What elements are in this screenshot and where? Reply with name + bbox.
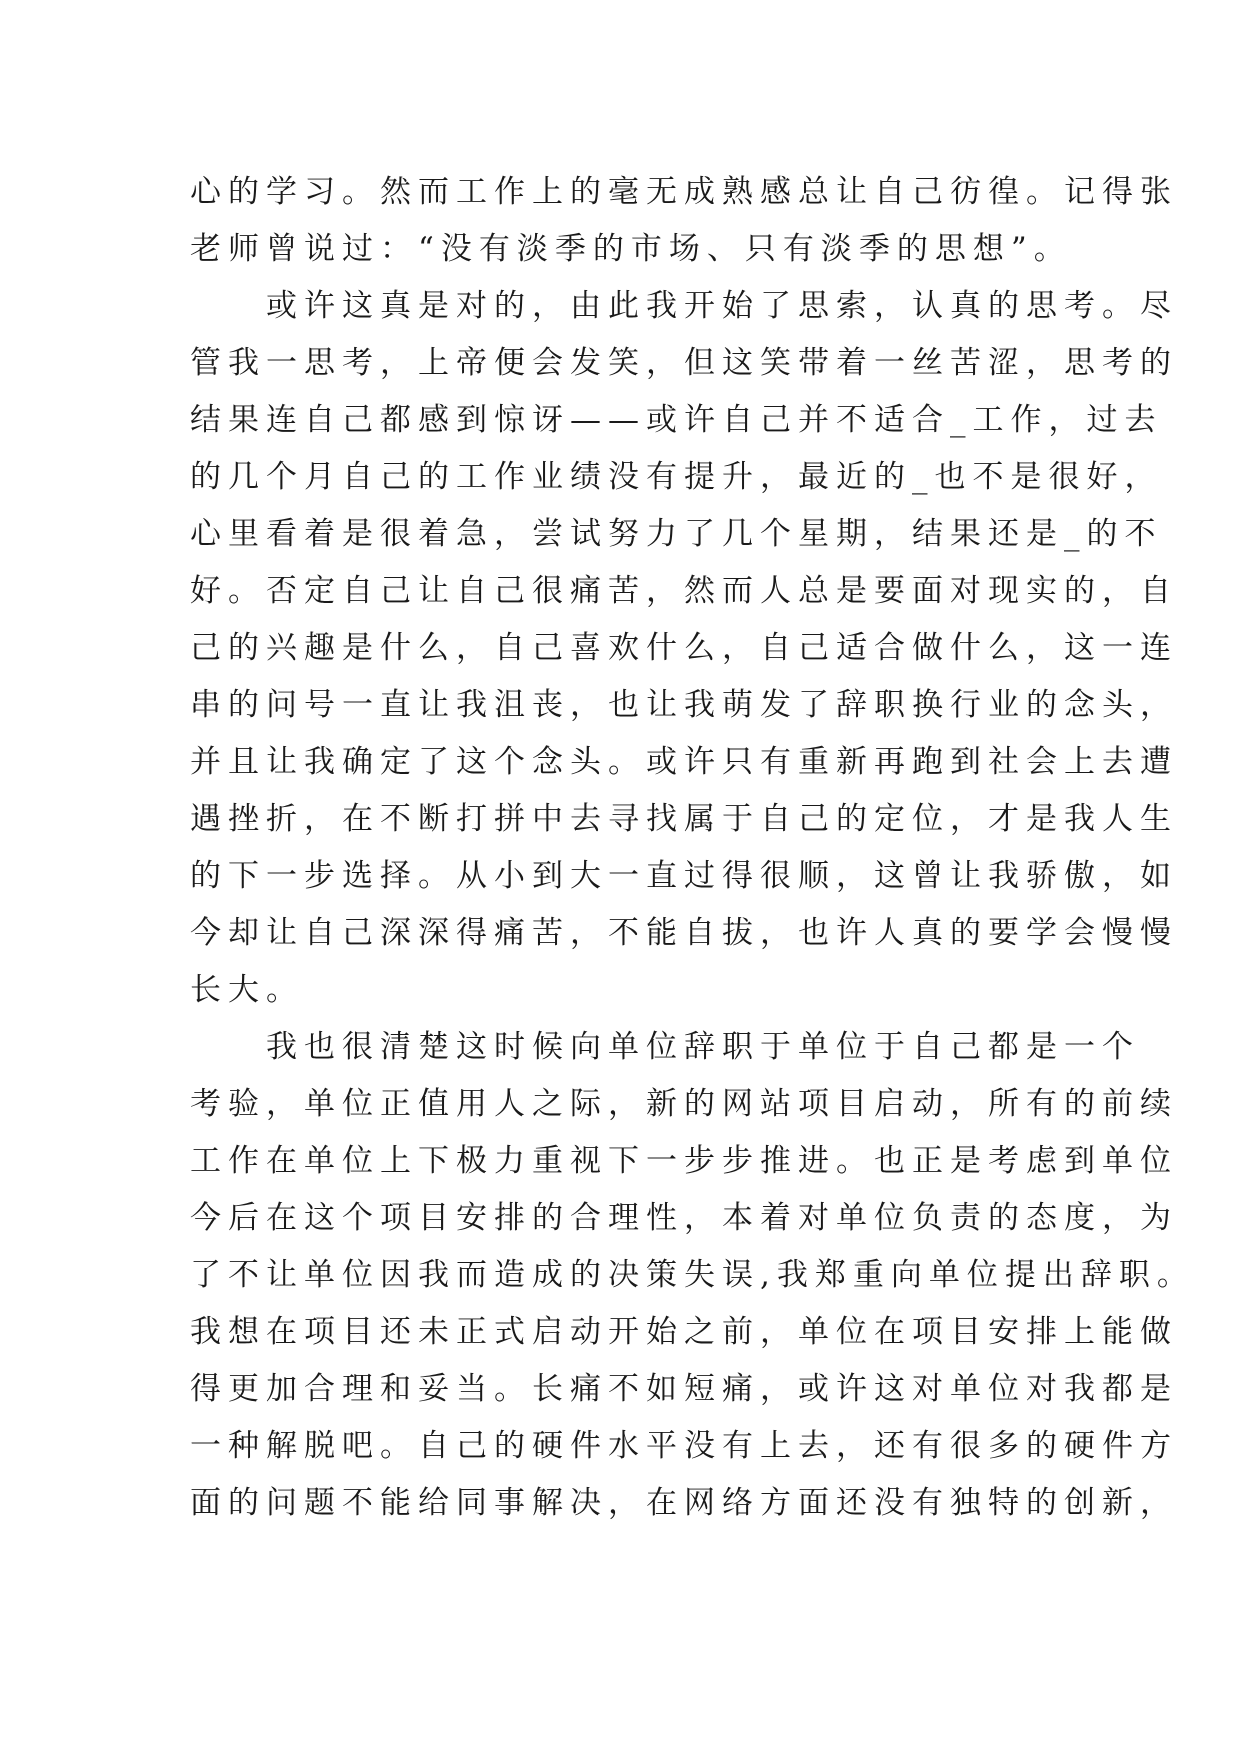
paragraph-3 [190,1019,1195,1532]
text-line: 工作在单位上下极力重视下一步步推进。也正是考虑到单位 [190,1143,1178,1179]
document-body [190,164,1195,1532]
text-line: 心的学习。然而工作上的毫无成熟感总让自己彷徨。记得张 [190,174,1178,210]
paragraph-2 [190,278,1178,1019]
text-line: 的下一步选择。从小到大一直过得很顺，这曾让我骄傲，如 [190,858,1178,894]
text-line: 我也很清楚这时候向单位辞职于单位于自己都是一个 [190,1029,1140,1065]
text-line: 今后在这个项目安排的合理性，本着对单位负责的态度，为 [190,1200,1178,1236]
text-line: 考验，单位正值用人之际，新的网站项目启动，所有的前续 [190,1086,1178,1122]
text-line: 面的问题不能给同事解决，在网络方面还没有独特的创新， [190,1485,1178,1521]
text-line: 老师曾说过：“没有淡季的市场、只有淡季的思想”。 [190,231,1072,267]
text-line: 得更加合理和妥当。长痛不如短痛，或许这对单位对我都是 [190,1371,1178,1407]
paragraph-1 [190,164,1178,278]
text-line: 串的问号一直让我沮丧，也让我萌发了辞职换行业的念头， [190,687,1178,723]
text-line: 了不让单位因我而造成的决策失误,我郑重向单位提出辞职。 [190,1257,1195,1293]
text-line: 心里看着是很着急，尝试努力了几个星期，结果还是_的不 [190,516,1163,552]
text-line: 管我一思考，上帝便会发笑，但这笑带着一丝苦涩，思考的 [190,345,1178,381]
text-line: 长大。 [190,972,304,1008]
text-line: 或许这真是对的，由此我开始了思索，认真的思考。尽 [190,288,1178,324]
text-line: 并且让我确定了这个念头。或许只有重新再跑到社会上去遭 [190,744,1178,780]
text-line: 己的兴趣是什么，自己喜欢什么，自己适合做什么，这一连 [190,630,1178,666]
text-line: 遇挫折，在不断打拼中去寻找属于自己的定位，才是我人生 [190,801,1178,837]
text-line: 今却让自己深深得痛苦，不能自拔，也许人真的要学会慢慢 [190,915,1178,951]
text-line: 的几个月自己的工作业绩没有提升，最近的_也不是很好， [190,459,1163,495]
text-line: 一种解脱吧。自己的硬件水平没有上去，还有很多的硬件方 [190,1428,1178,1464]
text-line: 好。否定自己让自己很痛苦，然而人总是要面对现实的，自 [190,573,1178,609]
text-line: 我想在项目还未正式启动开始之前，单位在项目安排上能做 [190,1314,1178,1350]
text-line: 结果连自己都感到惊讶——或许自己并不适合_工作，过去 [190,402,1163,438]
